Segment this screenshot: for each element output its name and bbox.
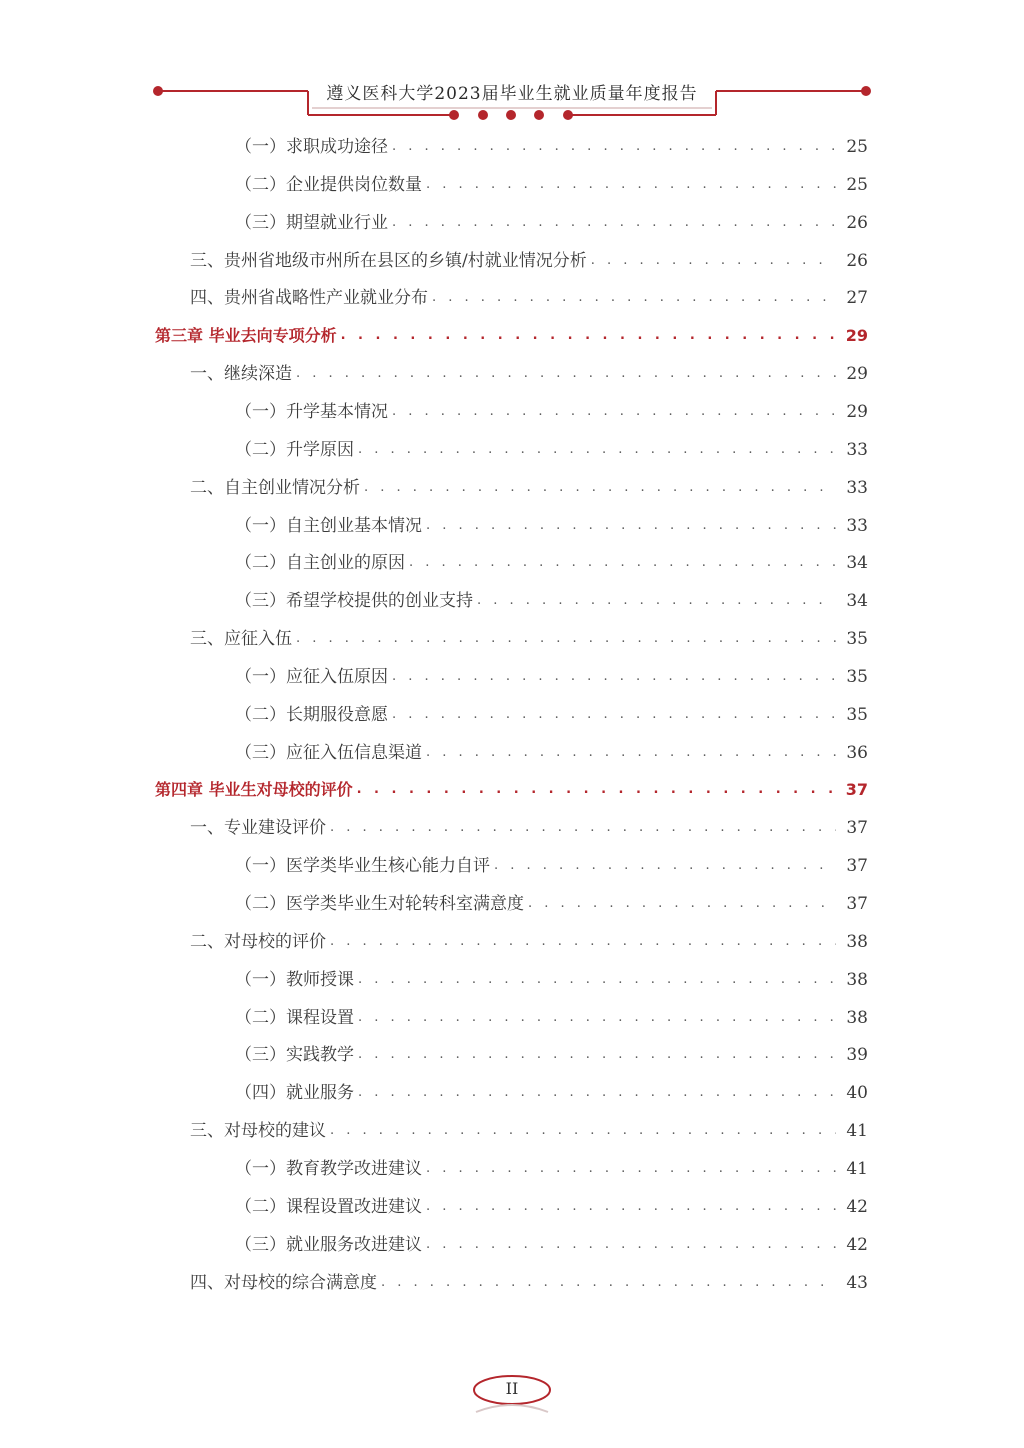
toc-entry[interactable] (235, 962, 868, 998)
toc-entry[interactable] (235, 1189, 868, 1225)
toc-entry-page: 37 (845, 780, 868, 800)
toc-entry-title: （三）实践教学 (235, 1045, 354, 1066)
toc-entry-page: 35 (846, 666, 868, 687)
dot-leader (381, 1265, 836, 1301)
dot-leader (426, 508, 836, 544)
toc-entry-title: 二、对母校的评价 (190, 931, 326, 952)
dot-leader (392, 394, 836, 430)
toc-entry-title: （三）应征入伍信息渠道 (235, 742, 422, 763)
toc-entry-title: （二）自主创业的原因 (235, 553, 405, 574)
toc-entry-title: 二、自主创业情况分析 (190, 477, 360, 498)
toc-entry[interactable] (190, 280, 868, 316)
toc-entry[interactable] (235, 659, 868, 695)
dot-leader (330, 810, 836, 846)
toc-entry-page: 26 (846, 250, 868, 271)
toc-entry-title: （一）应征入伍原因 (235, 666, 388, 687)
report-title: 遵义医科大学2023届毕业生就业质量年度报告 (326, 84, 698, 104)
toc-entry-page: 27 (846, 288, 868, 309)
toc-entry-title: 一、继续深造 (190, 364, 292, 385)
toc-entry-title: 三、应征入伍 (190, 629, 292, 650)
dot-leader (477, 583, 836, 619)
toc-entry[interactable] (190, 924, 868, 960)
toc-entry-page: 37 (846, 856, 868, 877)
toc-entry[interactable] (190, 621, 868, 657)
toc-entry-page: 40 (846, 1083, 868, 1104)
toc-entry[interactable] (235, 205, 868, 241)
toc-entry-page: 29 (845, 326, 868, 346)
dot-leader (426, 735, 836, 771)
page-number: II (505, 1379, 519, 1398)
dot-leader (358, 432, 836, 468)
toc-entry[interactable] (235, 129, 868, 165)
toc-entry-title: （三）期望就业行业 (235, 212, 388, 233)
dot-leader (426, 1189, 836, 1225)
toc-entry-page: 41 (846, 1121, 868, 1142)
dot-leader (392, 205, 836, 241)
dot-leader (392, 659, 836, 695)
page-number-ornament (0, 1360, 1024, 1440)
toc-entry[interactable] (235, 1075, 868, 1111)
dot-leader (296, 356, 836, 392)
toc-entry-title: （一）教育教学改进建议 (235, 1158, 422, 1179)
dot-leader (341, 318, 836, 354)
toc-entry-page: 37 (846, 894, 868, 914)
dot-leader (392, 697, 836, 733)
toc-entry-title: 第四章 毕业生对母校的评价 (155, 780, 353, 800)
toc-entry-page: 34 (846, 591, 868, 612)
toc-entry-title: 四、对母校的综合满意度 (190, 1272, 377, 1293)
dot-leader (494, 848, 836, 884)
toc-entry[interactable] (235, 583, 868, 619)
dot-leader (358, 1075, 836, 1111)
toc-entry-title: （一）自主创业基本情况 (235, 515, 422, 536)
dot-leader (358, 1000, 836, 1036)
dot-leader (426, 1151, 836, 1187)
dot-leader (591, 243, 836, 279)
toc-entry-title: （一）升学基本情况 (235, 401, 388, 422)
dot-leader (426, 1227, 836, 1263)
toc-entry[interactable] (235, 1151, 868, 1187)
toc-entry-page: 38 (846, 969, 868, 990)
toc-entry-title: （二）课程设置改进建议 (235, 1196, 422, 1217)
dot-leader (364, 470, 836, 506)
toc-entry-page: 38 (846, 931, 868, 952)
toc-entry[interactable] (235, 735, 868, 771)
toc-entry-title: （二）升学原因 (235, 439, 354, 460)
toc-entry-page: 25 (846, 137, 868, 157)
toc-entry-page: 34 (846, 553, 868, 574)
dot-leader (296, 621, 836, 657)
dot-leader (358, 962, 836, 998)
toc-entry[interactable] (235, 508, 868, 544)
toc-entry[interactable] (235, 848, 868, 884)
toc-entry-title: （一）教师授课 (235, 969, 354, 990)
toc-entry-title: 一、专业建设评价 (190, 818, 326, 839)
toc-entry-page: 37 (846, 818, 868, 839)
toc-entry-page: 41 (846, 1158, 868, 1179)
toc-entry-title: （三）希望学校提供的创业支持 (235, 591, 473, 612)
dot-leader (358, 1037, 836, 1073)
dot-leader (330, 924, 836, 960)
toc-entry[interactable] (190, 1265, 868, 1301)
toc-chapter-entry[interactable] (155, 318, 868, 354)
toc-entry-title: （四）就业服务 (235, 1083, 354, 1104)
toc-entry-title: （二）医学类毕业生对轮转科室满意度 (235, 894, 524, 914)
toc-entry[interactable] (235, 697, 868, 733)
dot-leader (528, 886, 836, 922)
toc-entry[interactable] (235, 1227, 868, 1263)
toc-entry[interactable] (190, 356, 868, 392)
toc-entry[interactable] (235, 394, 868, 430)
toc-entry-page: 33 (846, 515, 868, 536)
toc-entry-page: 25 (846, 174, 868, 195)
toc-entry-page: 38 (846, 1007, 868, 1028)
toc-entry-page: 33 (846, 477, 868, 498)
toc-entry-page: 43 (846, 1272, 868, 1293)
toc-entry-page: 29 (846, 401, 868, 422)
toc-entry-title: （二）课程设置 (235, 1007, 354, 1028)
dot-leader (409, 545, 836, 581)
toc-entry-title: （三）就业服务改进建议 (235, 1234, 422, 1255)
toc-entry[interactable] (235, 1037, 868, 1073)
toc-entry-title: （一）医学类毕业生核心能力自评 (235, 856, 490, 877)
dot-leader (330, 1113, 836, 1149)
toc-entry-title: （一）求职成功途径 (235, 137, 388, 157)
toc-entry-page: 42 (846, 1196, 868, 1217)
toc-entry-page: 35 (846, 704, 868, 725)
toc-entry-title: 三、对母校的建议 (190, 1121, 326, 1142)
toc-entry[interactable] (235, 545, 868, 581)
toc-entry-page: 36 (846, 742, 868, 763)
toc-chapter-entry[interactable] (155, 772, 868, 808)
toc-entry[interactable] (190, 810, 868, 846)
dot-leader (392, 129, 836, 165)
toc-entry-page: 39 (846, 1045, 868, 1066)
toc-entry[interactable] (190, 243, 868, 279)
dot-leader (432, 280, 836, 316)
toc-entry[interactable] (190, 470, 868, 506)
toc-entry-title: 三、贵州省地级市州所在县区的乡镇/村就业情况分析 (190, 250, 587, 271)
toc-entry[interactable] (235, 432, 868, 468)
toc-entry-page: 26 (846, 212, 868, 233)
toc-entry[interactable] (190, 1113, 868, 1149)
toc-entry-page: 33 (846, 439, 868, 460)
toc-entry[interactable] (235, 1000, 868, 1036)
toc-entry-page: 42 (846, 1234, 868, 1255)
header-decoration (0, 0, 1024, 130)
toc-entry-page: 29 (846, 364, 868, 385)
dot-leader (357, 772, 836, 808)
toc-entry-title: （二）企业提供岗位数量 (235, 174, 422, 195)
toc-entry-page: 35 (846, 629, 868, 650)
toc-entry[interactable] (235, 886, 868, 922)
toc-entry-title: （二）长期服役意愿 (235, 704, 388, 725)
toc-entry[interactable] (235, 167, 868, 203)
dot-leader (426, 167, 836, 203)
toc-entry-title: 第三章 毕业去向专项分析 (155, 326, 337, 346)
toc-entry-title: 四、贵州省战略性产业就业分布 (190, 288, 428, 309)
